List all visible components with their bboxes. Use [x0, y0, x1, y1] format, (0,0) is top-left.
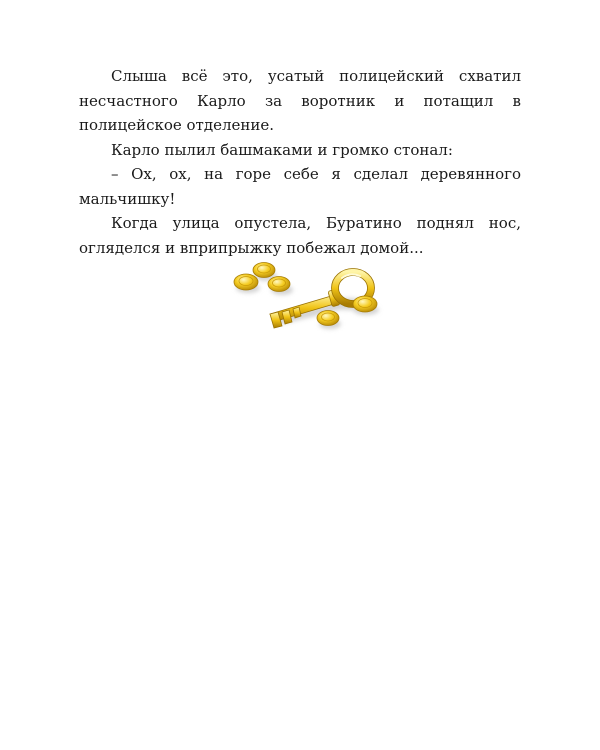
coin-2 [253, 263, 275, 278]
paragraph-2: Карло пылил башмаками и громко стонал: [111, 140, 453, 159]
coin-5 [353, 296, 377, 312]
coin-3 [268, 277, 290, 292]
coin-4 [317, 311, 339, 326]
paragraph-1: Слыша всё это, усатый полицейский схватил несчастного Карло за воротник и потащил в полицейское отделение. [79, 67, 521, 134]
golden-key-illustration [226, 252, 386, 340]
paragraph-4: Когда улица опустела, Буратино поднял нос, огляделся и вприпрыжку побежал домой... [79, 214, 521, 257]
coin-1 [234, 274, 258, 290]
story-text [79, 64, 521, 260]
paragraph-3: – Ох, ох, на горе себе я сделал деревянного мальчишку! [79, 165, 521, 208]
